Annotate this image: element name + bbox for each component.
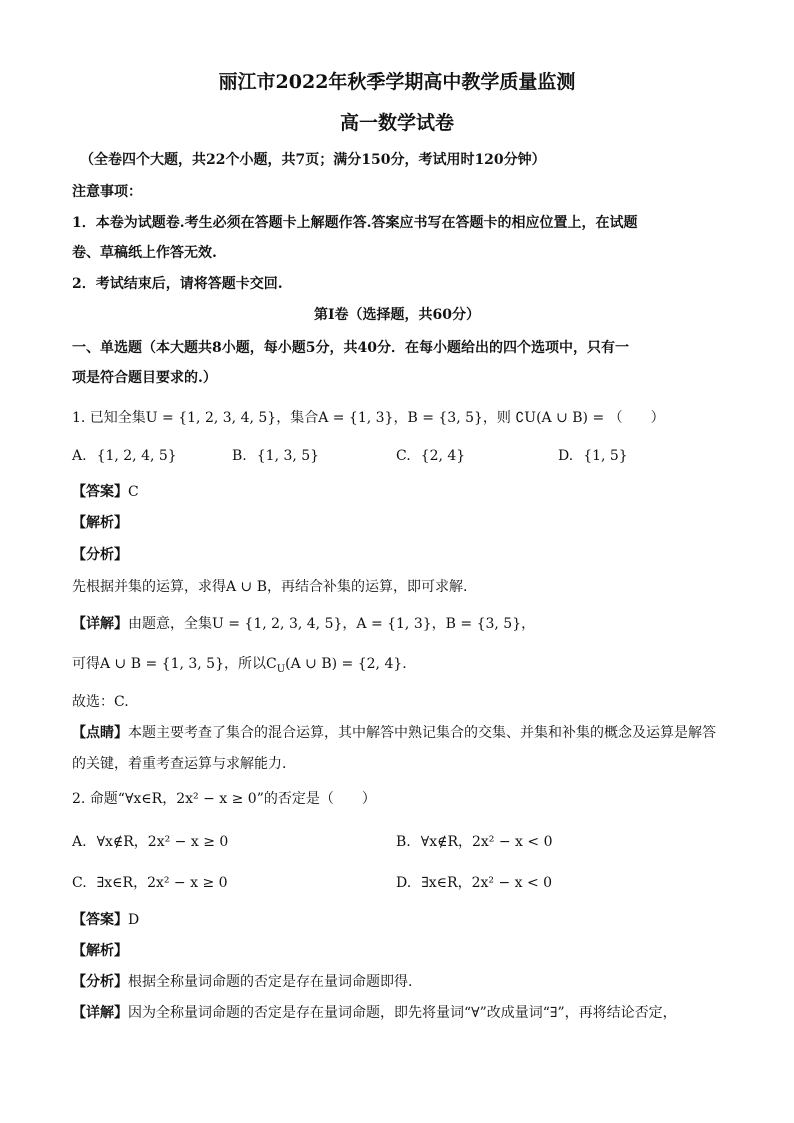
q2-fenxi [72, 972, 722, 992]
q1-option-a [72, 446, 177, 466]
comment-text: 本题主要考查了集合的混合运算，其中解答中熟记集合的交集、并集和补集的概念及运算是解答 [128, 725, 716, 741]
exam-title: 丽江市2022年秋季学期高中教学质量监测 [218, 71, 576, 93]
detail-tag: 【详解】 [72, 1005, 128, 1021]
notice-item-1-cont: 卷、草稿纸上作答无效. [72, 245, 217, 261]
fenxi-tag: 【分析】 [72, 974, 128, 990]
part-heading: 一、单选题（本大题共8小题，每小题5分，共40分．在每小题给出的四个选项中，只有一 [72, 340, 629, 356]
q1-stem: 1. 已知全集U = {1, 2, 3, 4, 5}，集合A = {1, 3}，B = {3, 5}，则 ∁U(A ∪ B) = （ ） [72, 410, 665, 426]
q2-option-a [72, 832, 228, 852]
answer-tag: 【答案】 [72, 912, 128, 928]
option-text: {1, 2, 4, 5} [96, 448, 177, 464]
answer-tag: 【答案】 [72, 484, 128, 500]
q2-stem: 2. 命题“∀x∈R，2x² − x ≥ 0”的否定是（ ） [72, 791, 376, 807]
option-text: ∀x∉R，2x² − x ≥ 0 [96, 834, 229, 850]
option-label: C. [72, 875, 87, 891]
detail-text: 由题意，全集U = {1, 2, 3, 4, 5}，A = {1, 3}，B = {3, 5}， [128, 616, 536, 632]
answer-value: D [128, 912, 140, 928]
q1-comment-1 [72, 723, 722, 743]
q2-option-b [396, 832, 552, 852]
q2-detail [72, 1003, 722, 1023]
notice-item-2: 2．考试结束后，请将答题卡交回. [72, 276, 283, 292]
option-text: {2, 4} [420, 448, 466, 464]
q1-choose: 故选：C. [72, 694, 129, 710]
q1-detail-1 [72, 614, 722, 634]
fenxi-text: 根据全称量词命题的否定是存在量词命题即得. [128, 974, 413, 990]
detail-text-end: (A ∪ B) = {2, 4}. [285, 656, 407, 672]
q1-option-c [396, 446, 465, 466]
exam-info: （全卷四个大题，共22个小题，共7页；满分150分，考试用时120分钟） [80, 152, 546, 168]
option-label: A. [72, 834, 87, 850]
q1-fenxi: 先根据并集的运算，求得A ∪ B，再结合补集的运算，即可求解. [72, 579, 468, 595]
q1-answer [72, 482, 722, 502]
option-label: A. [72, 448, 87, 464]
q2-option-c [72, 873, 228, 893]
option-label: C. [396, 448, 411, 464]
option-label: B. [232, 448, 247, 464]
volume-title: 第Ⅰ卷（选择题，共60分） [313, 307, 481, 323]
q2-analysis-tag: 【解析】 [72, 943, 128, 959]
notice-item-1: 1．本卷为试题卷.考生必须在答题卡上解题作答.答案应书写在答题卡的相应位置上，在试题 [72, 215, 638, 231]
q1-option-b [232, 446, 319, 466]
notice-heading: 注意事项： [72, 184, 142, 200]
q1-option-d [558, 446, 628, 466]
detail-text: 因为全称量词命题的否定是存在量词命题，即先将量词“∀”改成量词“∃”，再将结论否定， [128, 1005, 677, 1021]
option-text: ∃x∈R，2x² − x < 0 [421, 875, 553, 891]
option-label: B. [396, 834, 411, 850]
option-label: D. [396, 875, 412, 891]
option-text: {1, 3, 5} [256, 448, 320, 464]
detail-text: 可得A ∪ B = {1, 3, 5}，所以C [72, 656, 277, 672]
detail-tag: 【详解】 [72, 616, 128, 632]
q2-option-d [396, 873, 552, 893]
q2-answer [72, 910, 722, 930]
answer-value: C [128, 484, 139, 500]
option-text: ∀x∉R，2x² − x < 0 [420, 834, 553, 850]
exam-subtitle: 高一数学试卷 [339, 112, 454, 134]
q1-detail-2 [72, 654, 722, 680]
detail-subscript: U [276, 663, 286, 675]
option-text: {1, 5} [583, 448, 628, 464]
part-heading-cont: 项是符合题目要求的.） [72, 370, 217, 386]
q1-fenxi-tag: 【分析】 [72, 547, 128, 563]
option-label: D. [558, 448, 574, 464]
q1-comment-2: 的关键，着重考查运算与求解能力. [72, 756, 287, 772]
option-text: ∃x∈R，2x² − x ≥ 0 [96, 875, 228, 891]
q1-analysis-tag: 【解析】 [72, 515, 128, 531]
comment-tag: 【点睛】 [72, 725, 128, 741]
